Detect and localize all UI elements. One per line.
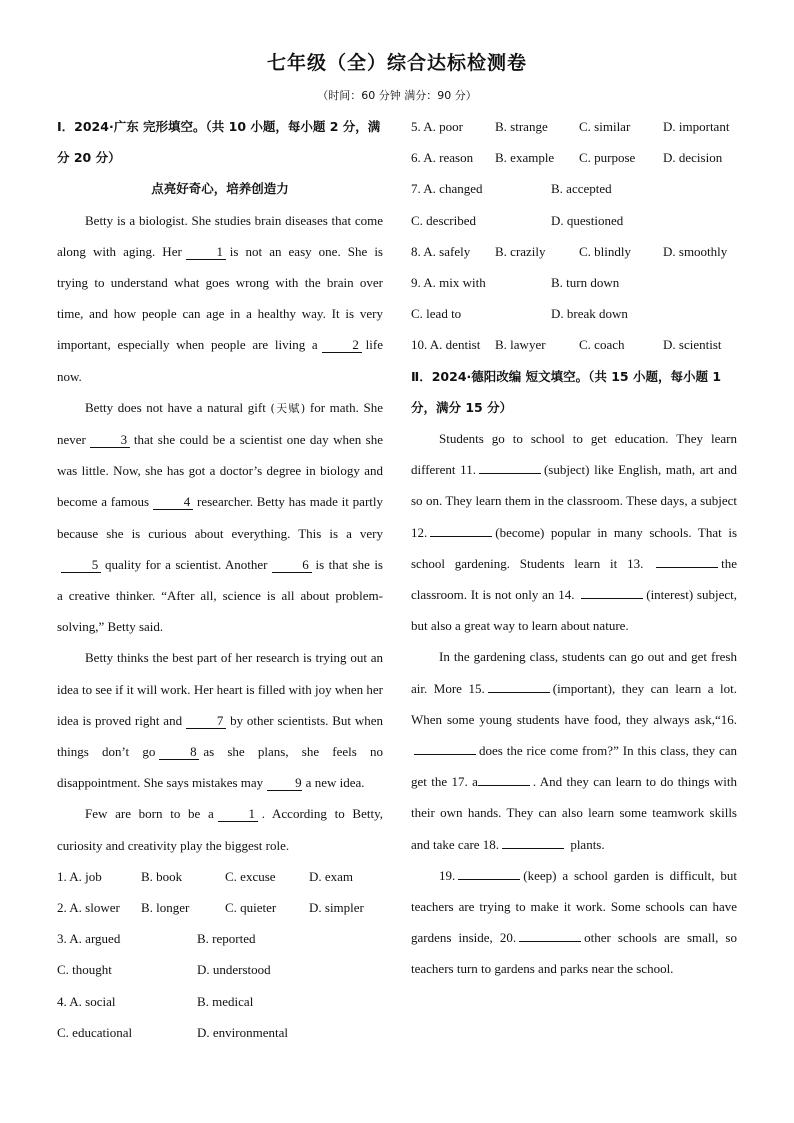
chinese-note: (天赋) xyxy=(270,401,306,415)
blank-11[interactable] xyxy=(479,473,541,474)
option-6d[interactable]: D. decision xyxy=(663,150,723,166)
fill-paragraph-2: In the gardening class, students can go out and get fresh air. More 15. (important), they can learn a lot. When some young students have food, they always ask,“16.does the rice come from?” In this class, they can get the 17. a . And they can learn to do things with their own hands. They can also learn some teamwork skills and take care 18. plants. xyxy=(411,649,738,852)
option-5a[interactable]: 5. A. poor xyxy=(411,119,464,134)
page-title: 七年级（全）综合达标检测卷 xyxy=(266,52,527,74)
option-7c[interactable]: C. described xyxy=(411,212,476,228)
option-10a[interactable]: 10. A. dentist xyxy=(411,337,481,353)
option-8b[interactable]: B. crazily xyxy=(495,243,546,259)
right-column xyxy=(411,111,737,985)
option-9a[interactable]: 9. A. mix with xyxy=(411,275,486,291)
option-row-5 xyxy=(411,111,737,142)
option-row-8 xyxy=(411,236,737,267)
option-5c[interactable]: C. similar xyxy=(579,119,631,134)
blank-7[interactable]: 7 xyxy=(186,714,226,729)
cloze-paragraph-4: Few are born to be a 1 . According to Betty, curiosity and creativity play the biggest role. xyxy=(57,806,383,853)
fill-paragraph-3: 19. (keep) a school garden is difficult, but teachers are trying to make it work. Some schools can have gardens inside, 20. other schools are small, so teachers turn to gardens and parks near the school. xyxy=(411,867,737,977)
option-9c[interactable]: C. lead to xyxy=(411,306,462,322)
option-row-9b xyxy=(411,298,737,329)
blank-14[interactable] xyxy=(581,598,643,599)
option-8d[interactable]: D. smoothly xyxy=(663,243,728,259)
option-5d[interactable]: D. important xyxy=(663,119,730,134)
blank-17[interactable] xyxy=(478,785,530,786)
blank-9[interactable]: 9 xyxy=(267,776,302,791)
blank-6[interactable]: 6 xyxy=(272,558,312,573)
option-4b[interactable]: B. medical xyxy=(197,993,254,1009)
blank-3[interactable]: 3 xyxy=(90,433,130,448)
option-row-2 xyxy=(57,892,383,923)
option-1c[interactable]: C. excuse xyxy=(225,868,276,884)
option-row-9a xyxy=(411,267,737,298)
option-9b[interactable]: B. turn down xyxy=(551,275,620,291)
option-row-4a xyxy=(57,986,383,1017)
option-8a[interactable]: 8. A. safely xyxy=(411,243,471,259)
option-7b[interactable]: B. accepted xyxy=(551,181,612,197)
option-row-10 xyxy=(411,329,737,360)
option-row-7a xyxy=(411,173,737,204)
blank-8[interactable]: 8 xyxy=(159,745,199,760)
section1-heading: Ⅰ．2024·广东 完形填空。（共 10 小题，每小题 2 分，满分 20 分） xyxy=(57,119,381,166)
option-7a[interactable]: 7. A. changed xyxy=(411,181,483,197)
option-8c[interactable]: C. blindly xyxy=(579,243,632,259)
cloze-paragraph-3: Betty thinks the best part of her research is trying out an idea to see if it will work. Her heart is filled with joy when her idea is proved right and 7 by other scientists. But when things don’t go 8 as she plans, she feels no disappointment. She says mistakes may 9 a new idea. xyxy=(57,650,383,791)
option-2b[interactable]: B. longer xyxy=(141,900,190,916)
option-5b[interactable]: B. strange xyxy=(495,119,548,134)
fill-paragraph-1: Students go to school to get education. They learn different 11. (subject) like English, math, art and so on. They learn them in the classroom. These days, a subject 12. (become) popular in many schools. That is school gardening. Students learn it 13. the classroom. It is not only an 14. (interest) subject, but also a great way to learn about nature. xyxy=(411,431,738,634)
cloze-paragraph-2: Betty does not have a natural gift (天赋) for math. She never 3 that she could be a scientist one day when she was little. Now, she has got a doctor’s degree in biology and become a famous 4 researcher. Betty has made it partly because she is curious about everything. This is a very5 quality for a scientist. Another 6 is that she is a creative thinker. “After all, science is all about problem-solving,” Betty said. xyxy=(57,399,384,635)
blank-16[interactable] xyxy=(414,754,476,755)
option-2c[interactable]: C. quieter xyxy=(225,900,277,916)
option-9d[interactable]: D. break down xyxy=(551,306,628,322)
blank-19[interactable] xyxy=(458,879,520,880)
option-4d[interactable]: D. environmental xyxy=(197,1024,288,1040)
option-7d[interactable]: D. questioned xyxy=(551,212,624,228)
option-3a[interactable]: 3. A. argued xyxy=(57,931,121,947)
blank-20[interactable] xyxy=(519,941,581,942)
blank-18[interactable] xyxy=(502,848,564,849)
option-row-3a xyxy=(57,923,383,954)
blank-4[interactable]: 4 xyxy=(153,495,193,510)
option-row-6 xyxy=(411,142,737,173)
blank-1[interactable]: 1 xyxy=(186,245,226,260)
option-10d[interactable]: D. scientist xyxy=(663,337,722,353)
option-row-1 xyxy=(57,861,383,892)
section2-heading: Ⅱ．2024·德阳改编 短文填空。（共 15 小题，每小题 1 分，满分 15 分） xyxy=(411,368,722,415)
left-column xyxy=(57,111,383,1048)
blank-13[interactable] xyxy=(656,567,718,568)
option-4c[interactable]: C. educational xyxy=(57,1024,133,1040)
blank-12[interactable] xyxy=(430,536,492,537)
option-1d[interactable]: D. exam xyxy=(309,868,354,884)
option-1a[interactable]: 1. A. job xyxy=(57,868,102,884)
option-1b[interactable]: B. book xyxy=(141,868,183,884)
option-6c[interactable]: C. purpose xyxy=(579,150,636,166)
option-3d[interactable]: D. understood xyxy=(197,962,271,978)
option-2a[interactable]: 2. A. slower xyxy=(57,900,120,916)
blank-5[interactable]: 5 xyxy=(61,558,101,573)
option-2d[interactable]: D. simpler xyxy=(309,900,364,916)
option-6a[interactable]: 6. A. reason xyxy=(411,150,474,166)
option-10b[interactable]: B. lawyer xyxy=(495,337,546,353)
option-row-3b xyxy=(57,954,383,985)
cloze-paragraph-1: Betty is a biologist. She studies brain diseases that come along with aging. Her 1 is not an easy one. She is trying to understand what goes wrong with the brain over time, and how people can age in a healthy way. It is very important, especially when people are living a 2 life now. xyxy=(57,212,383,384)
option-3c[interactable]: C. thought xyxy=(57,962,112,978)
option-6b[interactable]: B. example xyxy=(495,150,555,166)
blank-10[interactable]: 1 xyxy=(218,807,258,822)
option-row-7b xyxy=(411,205,737,236)
time-score-info: （时间：60 分钟 满分：90 分） xyxy=(317,89,477,102)
option-3b[interactable]: B. reported xyxy=(197,931,256,947)
option-10c[interactable]: C. coach xyxy=(579,337,625,353)
blank-2[interactable]: 2 xyxy=(322,338,362,353)
option-4a[interactable]: 4. A. social xyxy=(57,993,116,1009)
option-row-4b xyxy=(57,1017,383,1048)
passage-title: 点亮好奇心，培养创造力 xyxy=(151,181,289,197)
blank-15[interactable] xyxy=(488,692,550,693)
